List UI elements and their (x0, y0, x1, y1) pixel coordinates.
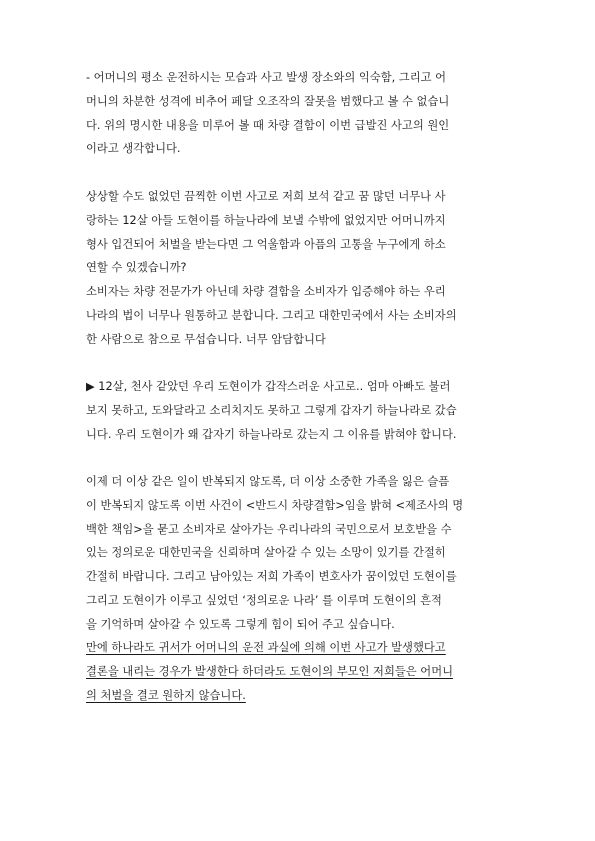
text-line: 결론을 내리는 경우가 발생한다 하더라도 도현이의 부모인 저희들은 어머니 (86, 664, 454, 678)
text-line: ▶ 12살, 천사 같았던 우리 도현이가 갑작스러운 사고로.. 엄마 아빠도 불러 (86, 380, 451, 393)
text-line: 연할 수 있겠습니까? (86, 261, 187, 275)
paragraph-appeal (86, 185, 526, 352)
text-line: 상상할 수도 없었던 끔찍한 이번 사고로 저희 보석 같고 꿈 많던 너무나 사 (86, 190, 446, 203)
text-line: 보지 못하고, 도와달라고 소리치지도 못하고 그렇게 갑자기 하늘나라로 갔습 (86, 403, 457, 417)
paragraph-request (86, 470, 526, 637)
text-line: 한 사람으로 참으로 무섭습니다. 너무 암담합니다 (86, 332, 326, 346)
text-line: 의 처벌을 결코 원하지 않습니다. (86, 688, 246, 702)
text-line: 있는 정의로운 대한민국을 신뢰하며 살아갈 수 있는 소망이 있기를 간절히 (86, 546, 446, 560)
text-line: 소비자는 차량 전문가가 아닌데 차량 결함을 소비자가 입증해야 하는 우리 (86, 285, 446, 299)
text-line: 백한 책임>을 묻고 소비자로 살아가는 우리나라의 국민으로서 보호받을 수 (86, 522, 452, 536)
paragraph-dohyun (86, 375, 526, 446)
text-line: 머니의 차분한 성격에 비추어 페달 오조작의 잘못을 범했다고 볼 수 없습니 (86, 94, 450, 108)
text-line: 니다. 우리 도현이가 왜 갑자기 하늘나라로 갔는지 그 이유를 밝혀야 합니다. (86, 427, 457, 441)
text-line: 랑하는 12살 아들 도현이를 하늘나라에 보낼 수밖에 없었지만 어머니까지 (86, 213, 446, 227)
text-line: 간절히 바랍니다. 그리고 남아있는 저희 가족이 변호사가 꿈이었던 도현이를 (86, 570, 457, 584)
text-line: 이제 더 이상 같은 일이 반복되지 않도록, 더 이상 소중한 가족을 잃은 슬픔 (86, 475, 450, 488)
paragraph-no-punishment (86, 636, 526, 707)
text-line: 이라고 생각합니다. (86, 142, 181, 156)
text-line: 나라의 법이 너무나 원통하고 분합니다. 그리고 대한민국에서 사는 소비자의 (86, 308, 457, 322)
paragraph-driving-habits (86, 66, 526, 161)
text-line: 다. 위의 명시한 내용을 미루어 볼 때 차량 결함이 이번 급발진 사고의 원인 (86, 118, 450, 132)
text-line: 그리고 도현이가 이루고 싶었던 ‘정의로운 나라’ 를 이루며 도현이의 흔적 (86, 593, 442, 607)
text-line: - 어머니의 평소 운전하시는 모습과 사고 발생 장소와의 익숙함, 그리고 어 (86, 71, 447, 84)
text-line: 만에 하나라도 귀서가 어머니의 운전 과실에 의해 이번 사고가 발생했다고 (86, 641, 446, 654)
text-line: 이 반복되지 않도록 이번 사건이 <반드시 차량결함>임을 밝혀 <제조사의 명 (86, 498, 464, 512)
text-line: 을 기억하며 살아갈 수 있도록 그렇게 힘이 되어 주고 싶습니다. (86, 617, 395, 631)
text-line: 형사 입건되어 처벌을 받는다면 그 억울함과 아픔의 고통을 누구에게 하소 (86, 237, 446, 251)
